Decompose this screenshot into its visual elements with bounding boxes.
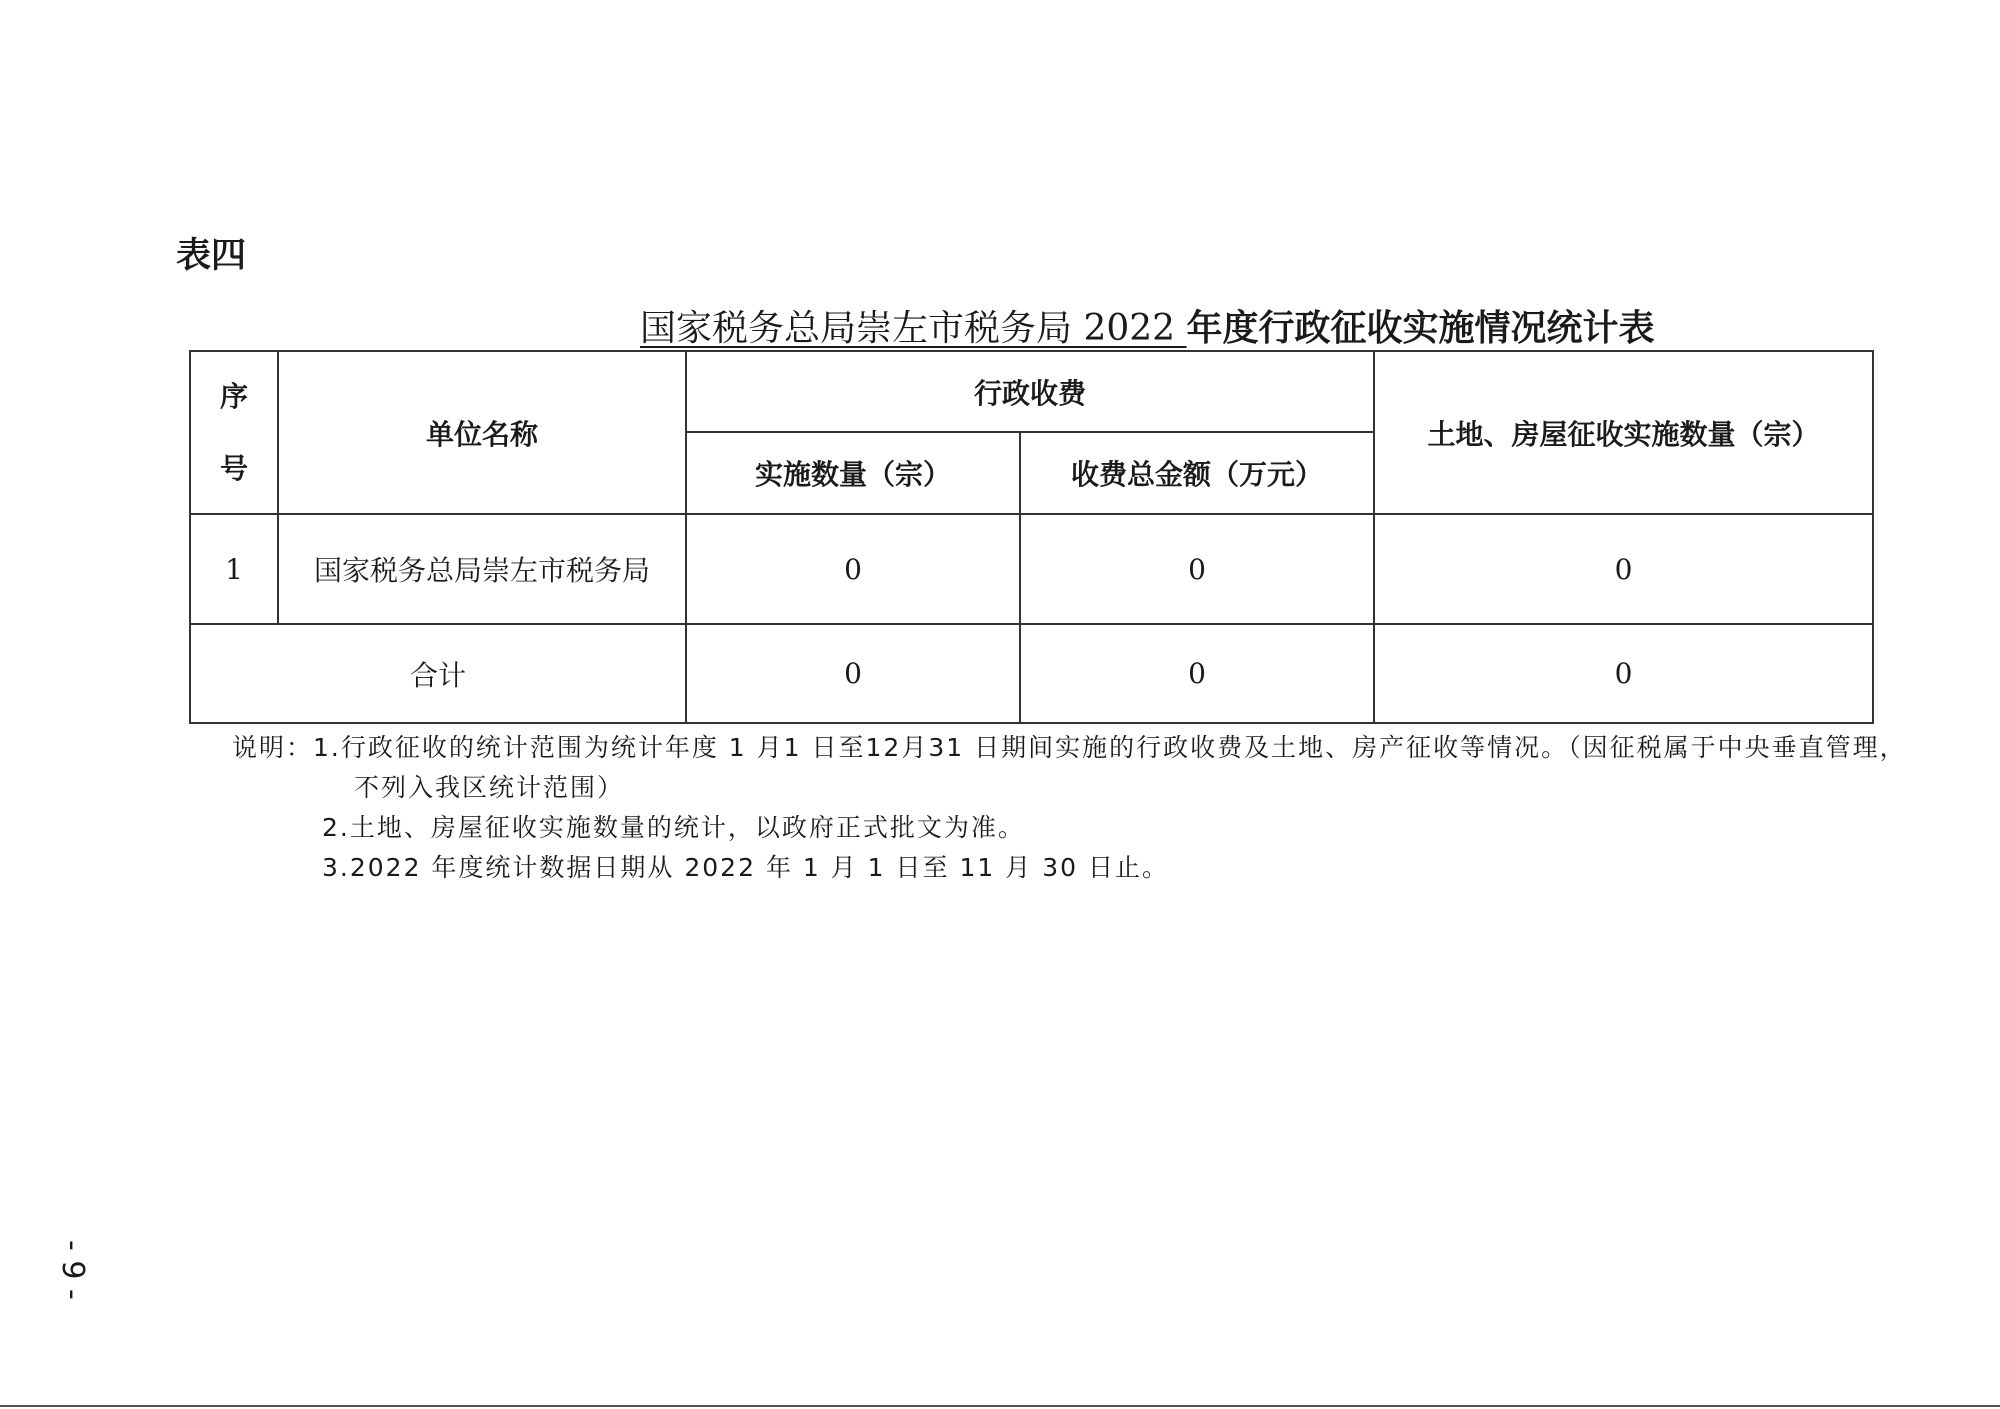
total-label: 合计 <box>190 624 686 723</box>
note-line-3: 3.2022 年度统计数据日期从 2022 年 1 月 1 日至 11 月 30 日止。 <box>322 853 1169 882</box>
title-bold-part: 年度行政征收实施情况统计表 <box>1186 308 1655 349</box>
header-seq-label: 序 号 <box>219 379 248 485</box>
cell-seq: 1 <box>190 514 278 624</box>
document-title <box>640 300 1655 351</box>
page-number: - 9 - <box>55 1240 90 1300</box>
cell-unit-name: 国家税务总局崇左市税务局 <box>278 514 686 624</box>
table-total-row <box>190 624 1873 723</box>
total-fee-total: 0 <box>1020 624 1374 723</box>
bottom-divider <box>0 1405 2000 1407</box>
header-admin-fee: 行政收费 <box>686 351 1374 432</box>
note-line-2: 2.土地、房屋征收实施数量的统计，以政府正式批文为准。 <box>322 813 1025 842</box>
header-seq <box>190 351 278 514</box>
header-fee-total: 收费总金额（万元） <box>1020 432 1374 514</box>
table-label: 表四 <box>176 236 247 276</box>
cell-impl-count: 0 <box>686 514 1020 624</box>
note-line-1: 说明：1.行政征收的统计范围为统计年度 1 月1 日至12月31 日期间实施的行政收费及土地、房产征收等情况。（因征税属于中央垂直管理， <box>232 733 1907 762</box>
notes-section <box>232 728 1907 888</box>
cell-fee-total: 0 <box>1020 514 1374 624</box>
note-line-1-continued: 不列入我区统计范围） <box>354 773 625 802</box>
header-unit-name: 单位名称 <box>278 351 686 514</box>
cell-land-house: 0 <box>1374 514 1873 624</box>
total-impl-count: 0 <box>686 624 1020 723</box>
statistics-table <box>189 350 1874 724</box>
header-land-house: 土地、房屋征收实施数量（宗） <box>1374 351 1873 514</box>
total-land-house: 0 <box>1374 624 1873 723</box>
table-header-row <box>190 351 1873 432</box>
table-row <box>190 514 1873 624</box>
header-impl-count: 实施数量（宗） <box>686 432 1020 514</box>
title-underlined-part: 国家税务总局崇左市税务局 2022 <box>640 308 1187 349</box>
